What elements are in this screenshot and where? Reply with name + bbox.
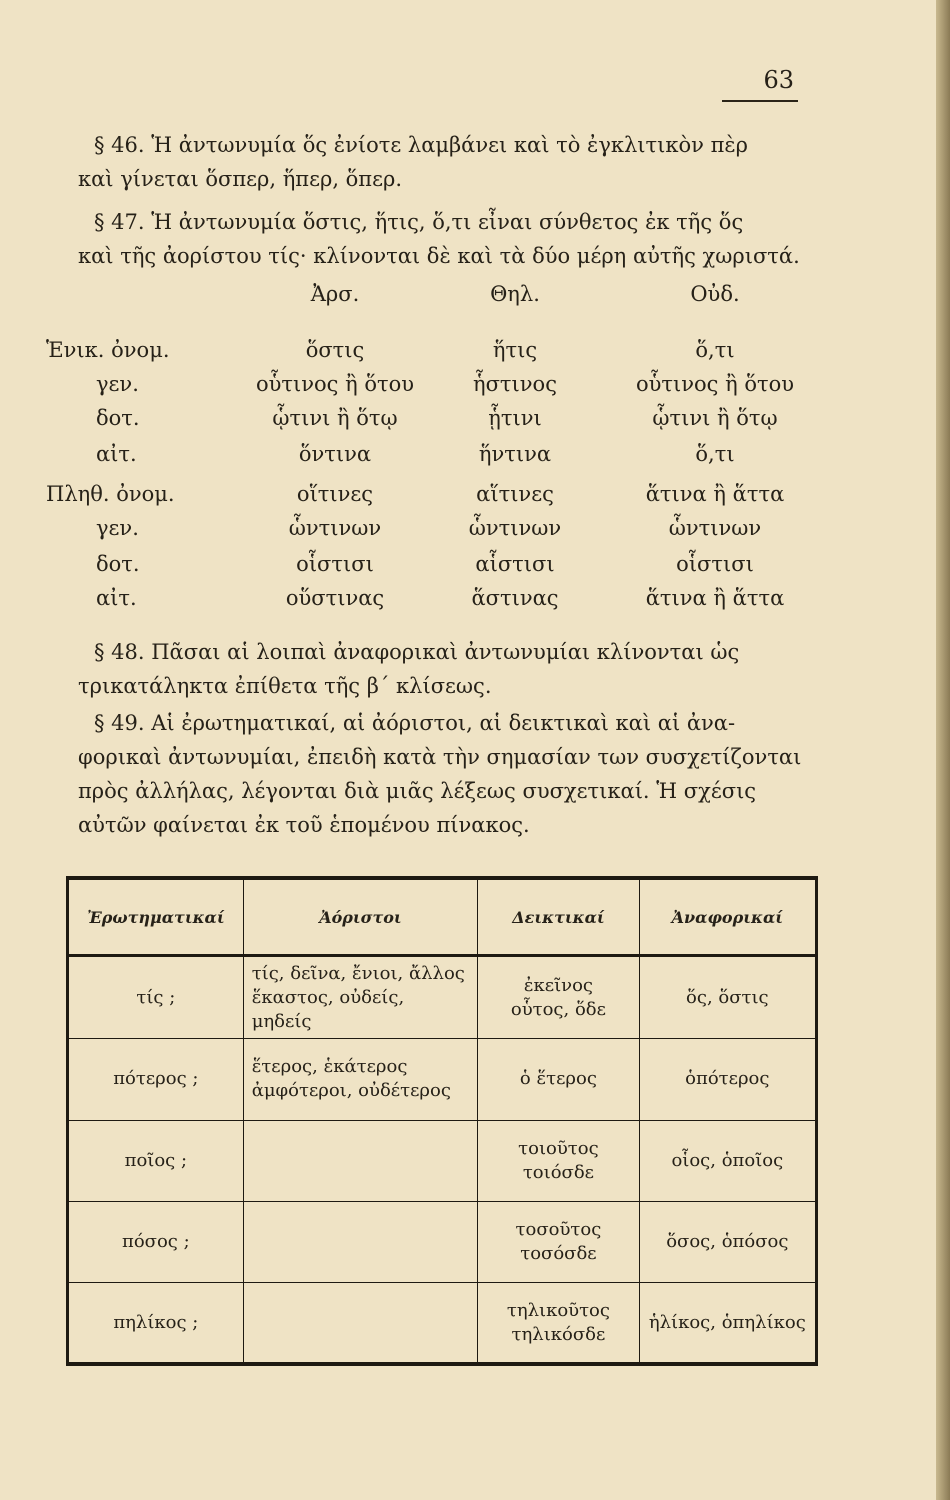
table-cell-line: ἀμφότεροι, οὐδέτερος [251, 1080, 451, 1102]
table-cell-line: τίς ; [136, 986, 176, 1008]
table-cell-line: τηλικοῦτος [506, 1299, 610, 1321]
relative-cell [639, 956, 816, 1039]
table-cell-line: τοσόσδε [520, 1243, 597, 1265]
table-cell-line: τοιόσδε [522, 1161, 594, 1183]
table-row [68, 1120, 817, 1201]
table-cell-line: ὁπότερος [685, 1068, 770, 1090]
relative-cell [639, 1283, 816, 1364]
decl-row-label: Πληθ. ὀνομ. [46, 482, 175, 506]
decl-fem-form: ἥντινα [478, 442, 552, 466]
indefinite-cell [243, 1120, 478, 1201]
decl-fem-form: αἵτινες [476, 482, 554, 506]
decl-row-label: γεν. [96, 372, 139, 396]
page-edge [936, 0, 950, 1500]
sec49-line4: αὐτῶν φαίνεται ἐκ τοῦ ἑπομένου πίνακος. [78, 813, 530, 837]
decl-row-label: δοτ. [96, 552, 140, 576]
table-cell-line: οὗτος, ὅδε [510, 998, 606, 1020]
decl-masc-form: ᾧτινι ἢ ὅτῳ [272, 406, 398, 430]
interrogative-cell [68, 1283, 244, 1364]
decl-header-masc: Ἀρσ. [310, 282, 360, 306]
interrogative-cell [68, 1120, 244, 1201]
decl-masc-form: οἷστισι [296, 552, 374, 576]
decl-neut-form: ἅτινα ἢ ἅττα [645, 586, 785, 610]
decl-masc-form: οὗτινος ἢ ὅτου [255, 372, 415, 396]
sec47-line2: καὶ τῆς ἀορίστου τίς· κλίνονται δὲ καὶ τὰ δύο μέρη αὐτῆς χωριστά. [78, 244, 800, 268]
decl-neut-form: ὧντινων [668, 516, 762, 540]
sec47-line1: § 47. Ἡ ἀντωνυμία ὅστις, ἥτις, ὅ,τι εἶναι σύνθετος ἐκ τῆς ὅς [94, 210, 744, 234]
header-relative: Ἀναφορικαί [639, 878, 816, 956]
table-cell-line: ἐκεῖνος [523, 974, 593, 996]
table-cell-line: τηλικόσδε [511, 1323, 606, 1345]
decl-row-label: αἰτ. [96, 442, 137, 466]
decl-masc-form: οὕστινας [285, 586, 385, 610]
table-cell-line: ὅσος, ὁπόσος [666, 1231, 789, 1253]
table-row [68, 1283, 817, 1364]
table-row [68, 1201, 817, 1282]
decl-row-label: δοτ. [96, 406, 140, 430]
sec49-line1: § 49. Αἱ ἐρωτηματικαί, αἱ ἀόριστοι, αἱ δεικτικαὶ καὶ αἱ ἀνα- [94, 711, 736, 735]
section-48 [78, 635, 818, 703]
decl-fem-form: ἥτις [492, 338, 538, 362]
header-interrogative: Ἐρωτηματικαί [68, 878, 244, 956]
demonstrative-cell [478, 1283, 639, 1364]
relative-cell [639, 1120, 816, 1201]
decl-neut-form: ὅ,τι [695, 442, 735, 466]
sec48-line2: τρικατάληκτα ἐπίθετα τῆς β΄ κλίσεως. [78, 674, 492, 698]
indefinite-cell [243, 1283, 478, 1364]
table-cell-line: οἷος, ὁποῖος [671, 1149, 784, 1171]
header-indefinite: Ἀόριστοι [243, 878, 478, 956]
sec49-line2: φορικαὶ ἀντωνυμίαι, ἐπειδὴ κατὰ τὴν σημασίαν των συσχετίζονται [78, 745, 802, 769]
table-header-row [68, 878, 817, 956]
decl-neut-form: ἅτινα ἢ ἅττα [645, 482, 785, 506]
page-number: 63 [763, 66, 794, 94]
relative-cell [639, 1201, 816, 1282]
table-cell-line: ὁ ἕτερος [519, 1068, 597, 1090]
sec46-line1: § 46. Ἡ ἀντωνυμία ὅς ἐνίοτε λαμβάνει καὶ τὸ ἐγκλιτικὸν πὲρ [94, 133, 749, 157]
table-cell-line: ὅς, ὅστις [686, 986, 769, 1008]
decl-masc-form: ὧντινων [288, 516, 382, 540]
decl-neut-form: ᾧτινι ἢ ὅτῳ [652, 406, 778, 430]
demonstrative-cell [478, 1120, 639, 1201]
decl-masc-form: ὅντινα [298, 442, 372, 466]
decl-row-label: Ἑνικ. ὀνομ. [46, 338, 170, 362]
section-47 [78, 205, 818, 273]
decl-header-fem: Θηλ. [490, 282, 540, 306]
decl-fem-form: ἧστινος [473, 372, 557, 396]
table-cell-line: ἡλίκος, ὁπηλίκος [648, 1311, 806, 1333]
interrogative-cell [68, 1039, 244, 1120]
section-46 [78, 128, 818, 196]
decl-row-label: γεν. [96, 516, 139, 540]
table-cell-line: πόσος ; [122, 1231, 190, 1253]
decl-masc-form: ὅστις [305, 338, 365, 362]
table-row [68, 1039, 817, 1120]
interrogative-cell [68, 956, 244, 1039]
relative-cell [639, 1039, 816, 1120]
table-cell-line: ποῖος ; [124, 1149, 188, 1171]
sec48-line1: § 48. Πᾶσαι αἱ λοιπαὶ ἀναφορικαὶ ἀντωνυμίαι κλίνονται ὡς [94, 640, 740, 664]
correlative-pronouns-table [66, 876, 818, 1366]
decl-masc-form: οἵτινες [296, 482, 374, 506]
demonstrative-cell [478, 1039, 639, 1120]
page-number-rule [722, 100, 798, 102]
table-cell-line: ἕκαστος, οὐδείς, μηδείς [251, 986, 405, 1032]
decl-fem-form: ἅστινας [471, 586, 559, 610]
indefinite-cell [243, 956, 478, 1039]
decl-row-label: αἰτ. [96, 586, 137, 610]
header-demonstrative: Δεικτικαί [478, 878, 639, 956]
decl-fem-form: ὧντινων [468, 516, 562, 540]
table-cell-line: ἕτερος, ἑκάτερος [251, 1056, 408, 1078]
decl-neut-form: οἷστισι [676, 552, 754, 576]
sec49-line3: πρὸς ἀλλήλας, λέγονται διὰ μιᾶς λέξεως συσχετικαί. Ἡ σχέσις [78, 779, 757, 803]
sec46-line2: καὶ γίνεται ὅσπερ, ἥπερ, ὅπερ. [78, 167, 403, 191]
decl-neut-form: ὅ,τι [695, 338, 735, 362]
table-cell-line: τοσοῦτος [515, 1219, 602, 1241]
decl-neut-form: οὗτινος ἢ ὅτου [635, 372, 795, 396]
table-cell-line: πηλίκος ; [113, 1311, 199, 1333]
interrogative-cell [68, 1201, 244, 1282]
decl-header-neut: Οὐδ. [690, 282, 740, 306]
indefinite-cell [243, 1039, 478, 1120]
decl-fem-form: αἷστισι [475, 552, 555, 576]
demonstrative-cell [478, 1201, 639, 1282]
table-cell-line: τίς, δεῖνα, ἔνιοι, ἄλλος [251, 962, 465, 984]
demonstrative-cell [478, 956, 639, 1039]
table-row [68, 956, 817, 1039]
indefinite-cell [243, 1201, 478, 1282]
table-cell-line: τοιοῦτος [518, 1137, 599, 1159]
table-cell-line: πότερος ; [113, 1068, 199, 1090]
section-49 [78, 706, 818, 842]
decl-fem-form: ᾗτινι [488, 406, 542, 430]
